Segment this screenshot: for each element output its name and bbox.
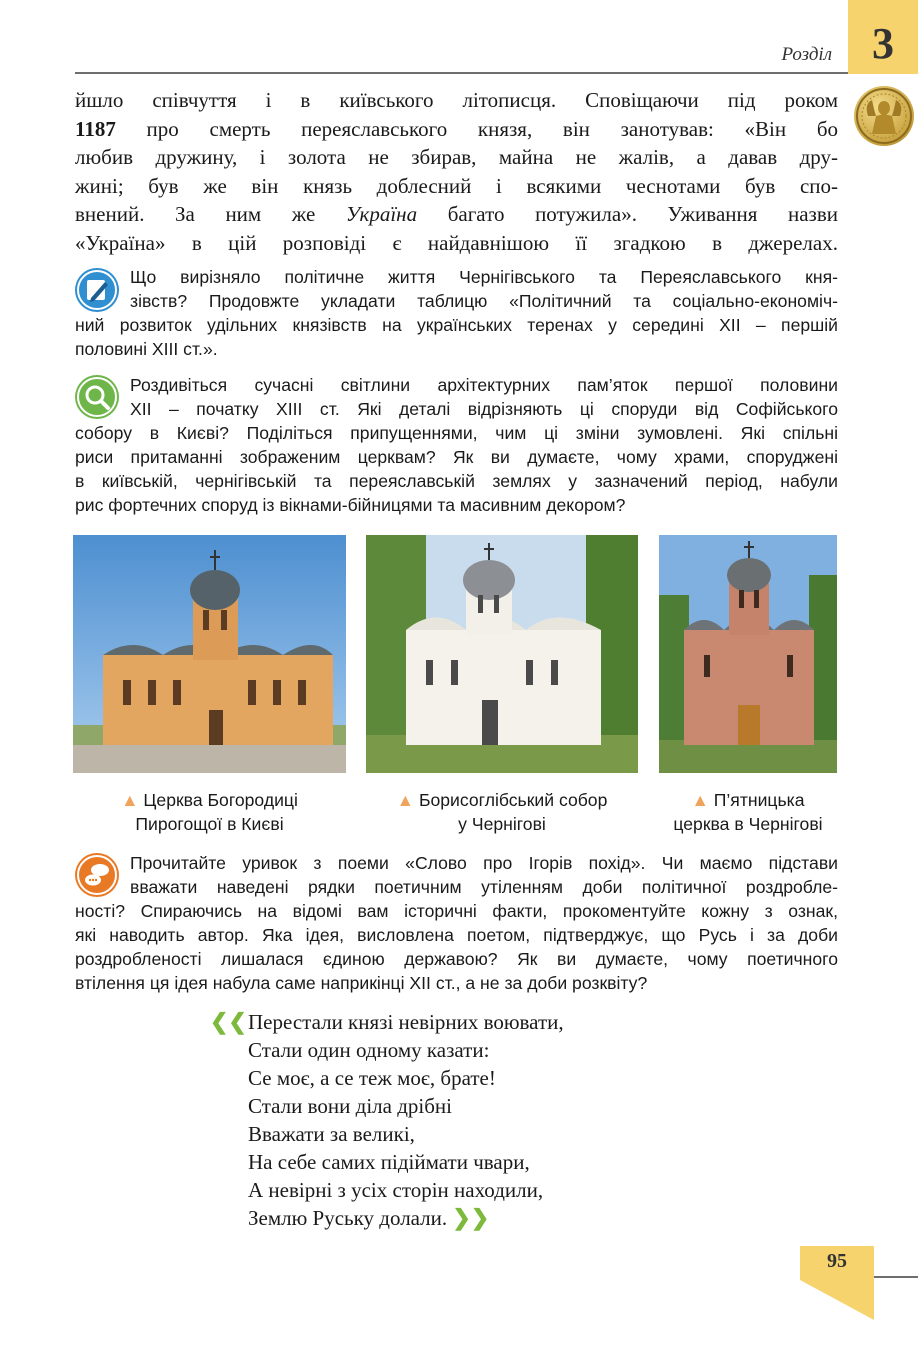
header-rule: [75, 72, 848, 74]
task-line: собору в Києві? Поділіться припущеннями, чим ці зміни зумовлені. Які спільні: [75, 423, 838, 443]
task-line: роздробленості лишалася єдиною державою? Як ви думаєте, чому поетичного: [75, 949, 838, 969]
task-politics: [75, 265, 838, 361]
task-line: Що вирізняло політичне життя Чернігівського та Переяславського кня-: [130, 267, 838, 287]
caption-text: Борисоглібський собор: [418, 790, 608, 810]
task-line: які наводить автор. Яка ідея, висловлена поетом, підтверджує, що Русь і за доби: [75, 925, 838, 945]
poem-line-last: [248, 1204, 564, 1232]
task-line: ності? Спираючись на відомі вам історичні факти, прокоментуйте кожну з ознак,: [75, 901, 838, 921]
page-tab-tail: [800, 1280, 874, 1320]
task-line: Прочитайте уривок з поеми «Слово про Ігорів похід». Чи маємо підстави: [130, 853, 838, 873]
paragraph-line: «Україна» в цій розповіді є найдавнішою її згадкою в джерелах.: [75, 230, 838, 255]
task-architecture: [75, 373, 838, 517]
coin-emblem-icon: [854, 86, 914, 146]
caption-line-2: у Чернігові: [458, 814, 546, 834]
year-bold: 1187: [75, 116, 116, 141]
poem-line: А невірні з усіх сторін находили,: [248, 1178, 544, 1202]
triangle-marker-icon: ▲: [396, 790, 415, 810]
chapter-tab: [848, 0, 918, 74]
photo-borysohlibskyi-cathedral: [366, 535, 638, 773]
task-line: вважати наведені рядки поетичним утіленням доби політичної роздробле-: [130, 877, 838, 897]
poem-line: Стали вони діла дрібні: [248, 1094, 452, 1118]
caption-line-2: Пирогощої в Києві: [135, 814, 284, 834]
task-poem: [75, 851, 838, 995]
task-line: в київській, чернігівській та переяславській землях у зазначений період, набули: [75, 471, 838, 491]
paragraph-text: про смерть переяславського князя, він занотував: «Він бо: [115, 116, 838, 141]
photo-caption: [366, 788, 638, 836]
triangle-marker-icon: ▲: [691, 790, 709, 810]
paragraph-line: любив дружину, і золота не збирав, майна не жалів, а давав дру-: [75, 145, 838, 169]
paragraph-line: [75, 115, 838, 144]
task-line: половині XIII ст.».: [75, 339, 218, 359]
task-line: зівств? Продовжте укладати таблицю «Політичний та соціально-економіч-: [130, 291, 838, 311]
poem-excerpt: [248, 1008, 564, 1232]
photo-caption: [73, 788, 346, 836]
triangle-marker-icon: ▲: [121, 790, 139, 810]
caption-line-2: церква в Чернігові: [673, 814, 823, 834]
open-quote-icon: ❮❮: [210, 1009, 247, 1034]
poem-line: Стали один одному казати:: [248, 1038, 490, 1062]
task-line: втілення ця ідея набула саме наприкінці XII ст., а не за доби розквіту?: [75, 973, 648, 993]
poem-line: Се моє, а се теж моє, брате!: [248, 1066, 496, 1090]
footer-rule: [874, 1276, 918, 1278]
poem-line: Вважати за великі,: [248, 1122, 415, 1146]
task-line: риси притаманні зображеним церквам? Як ви думаєте, чому храми, споруджені: [75, 447, 838, 467]
task-line: Роздивіться сучасні світлини архітектурних пам’яток першої половини: [130, 375, 838, 395]
poem-line: На себе самих підіймати чвари,: [248, 1150, 530, 1174]
photo-piatnytska-church: [659, 535, 837, 773]
paragraph-text: багато потужила». Уживання назви: [417, 202, 838, 226]
task-line: ний розвиток удільних князівств на українських теренах у середині XII – першій: [75, 315, 838, 335]
poem-line: Перестали князі невірних воювати,: [248, 1010, 564, 1034]
main-paragraph: [75, 86, 838, 257]
caption-line-1: [73, 788, 346, 812]
photo-caption: [652, 788, 844, 836]
paragraph-text: внений. За ним же: [75, 202, 346, 226]
chapter-number: 3: [872, 19, 894, 68]
caption-line-1: [652, 788, 844, 812]
caption-text: П’ятницька: [713, 790, 805, 810]
caption-line-1: [366, 788, 638, 812]
task-line: XII – початку XIII ст. Які деталі відрізняють ці споруди від Софійського: [130, 399, 838, 419]
paragraph-line: йшло співчуття і в київського літописця. Сповіщаючи під роком: [75, 88, 838, 112]
close-quote-icon: ❯❯: [452, 1205, 490, 1230]
italic-term: Україна: [345, 202, 418, 226]
page-number: 95: [827, 1250, 847, 1272]
paragraph-line: [75, 200, 838, 229]
photo-pyrohoshcha-church: [73, 535, 346, 773]
task-line: рис фортечних споруд із вікнами-бійницями та масивним декором?: [75, 495, 626, 515]
paragraph-line: жині; був же він князь доблесний і всякими чеснотами був спо-: [75, 173, 838, 198]
poem-line: Землю Руську долали.: [248, 1206, 448, 1230]
caption-text: Церква Богородиці: [143, 790, 298, 810]
section-label: Розділ: [781, 44, 832, 65]
